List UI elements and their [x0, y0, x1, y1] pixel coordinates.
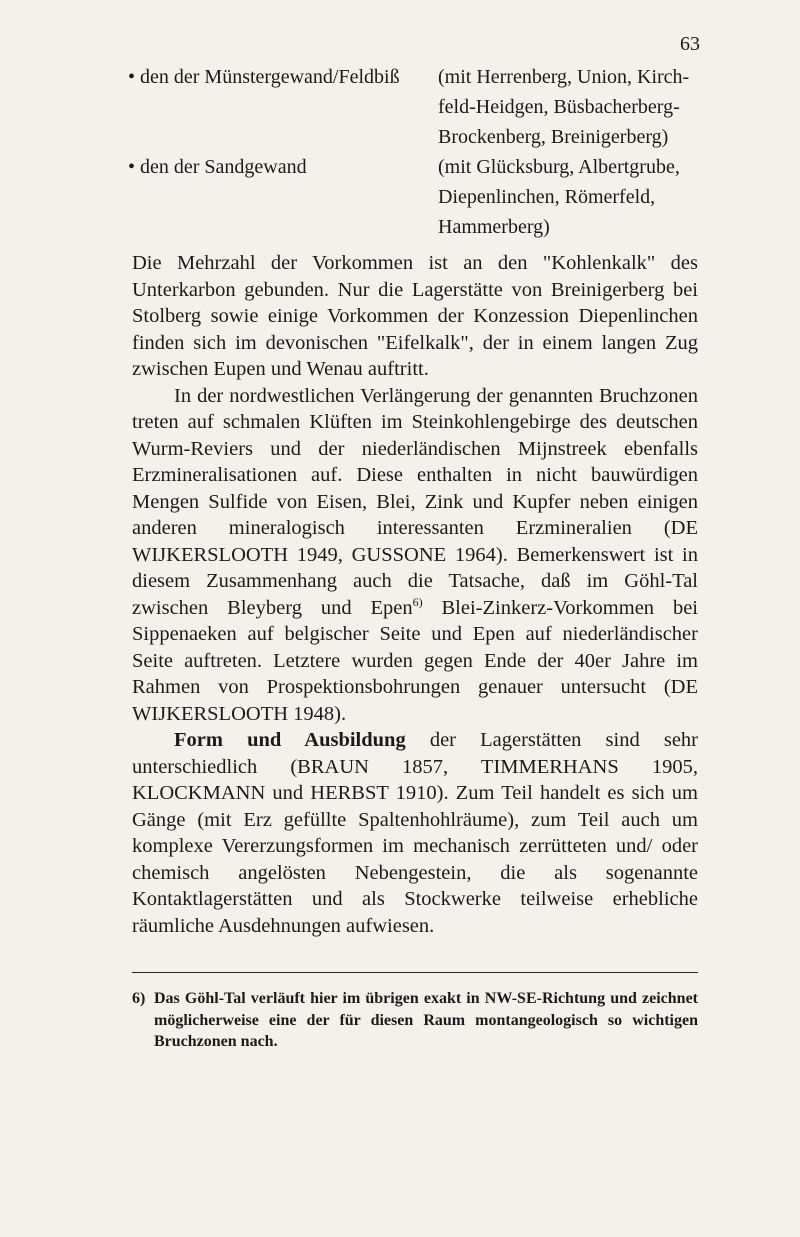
- footnote-reference: 6): [412, 594, 423, 609]
- bullet-marker: •: [128, 66, 136, 88]
- bullet-detail-line: Brockenberg, Breinigerberg): [438, 126, 669, 148]
- bullet-label-text: den der Sandgewand: [140, 156, 307, 178]
- bullet-label: [128, 152, 307, 182]
- bullet-detail-line: Hammerberg): [438, 216, 550, 238]
- page-number: 63: [680, 33, 700, 55]
- bullet-item: [128, 152, 698, 242]
- bullet-detail-line: Diepenlinchen, Römerfeld,: [438, 186, 656, 208]
- body-text: [132, 250, 698, 939]
- paragraph-text: der Lagerstätten sind sehr unterschiedlich (BRAUN 1857, TIMMERHANS 1905, KLOCKMANN und HERBST 1910). Zum Teil handelt es sich um Gänge (mit Erz gefüllte Spaltenhohlräume), zum Teil auch um komplexe Vererzungsformen im mechanisch zerrütteten und/ oder chemisch angelösten Nebengestein, die als sogenannte Kontaktlagerstätten und als Stockwerke teilweise erhebliche räumliche Ausdehnungen aufwiesen.: [132, 729, 699, 937]
- footnote-divider: [132, 972, 698, 973]
- footnote: [132, 988, 698, 1053]
- bullet-list: [128, 62, 698, 242]
- paragraph-heading: Form und Ausbildung: [174, 729, 406, 751]
- bullet-label: [128, 62, 400, 92]
- bullet-detail-line: (mit Glücksburg, Albertgrube,: [438, 156, 680, 178]
- paragraph-form-ausbildung: [132, 727, 698, 939]
- bullet-detail-line: feld-Heidgen, Büsbacherberg-: [438, 96, 680, 118]
- footnote-text: Das Göhl-Tal verläuft hier im übrigen exakt in NW-SE-Richtung und zeichnet möglicherweise eine der für diesen Raum montangeologisch so wichtigen Bruchzonen nach.: [154, 990, 698, 1050]
- bullet-item: [128, 62, 698, 152]
- paragraph-text: Blei-Zinkerz-Vorkommen bei Sippenaeken auf belgischer Seite und Epen auf niederländischer Seite auftreten. Letztere wurden gegen Ende der 40er Jahre im Rahmen von Prospektionsbohrungen genauer untersucht (DE WIJKERSLOOTH 1948).: [132, 596, 698, 725]
- bullet-label-text: den der Münstergewand/Feldbiß: [140, 66, 400, 88]
- bullet-details: [438, 152, 700, 242]
- paragraph-kohlenkalk: Die Mehrzahl der Vorkommen ist an den "Kohlenkalk" des Unterkarbon gebunden. Nur die Lagerstätte von Breinigerberg bei Stolberg sowie einige Vorkommen der Konzession Diepenlinchen finden sich im devonischen "Eifelkalk", der in einem langen Zug zwischen Eupen und Wenau auftritt.: [132, 252, 698, 380]
- footnote-number: 6): [132, 990, 146, 1007]
- bullet-details: [438, 62, 700, 152]
- paragraph-text: In der nordwestlichen Verlängerung der genannten Bruchzonen treten auf schmalen Klüften im Steinkohlengebirge des deutschen Wurm-Reviers und der niederländischen Mijnstreek ebenfalls Erzmineralisationen auf. Diese enthalten in nicht bauwürdigen Mengen Sulfide von Eisen, Blei, Zink und Kupfer neben einigen anderen mineralogisch interessanten Erzmineralien (DE WIJKERSLOOTH 1949, GUSSONE 1964). Bemerkenswert ist in diesem Zusammenhang auch die Tatsache, daß im Göhl-Tal zwischen Bleyberg und Epen: [132, 384, 698, 619]
- bullet-detail-line: (mit Herrenberg, Union, Kirch-: [438, 66, 690, 88]
- paragraph-bruchzonen: [132, 383, 698, 728]
- bullet-marker: •: [128, 156, 136, 178]
